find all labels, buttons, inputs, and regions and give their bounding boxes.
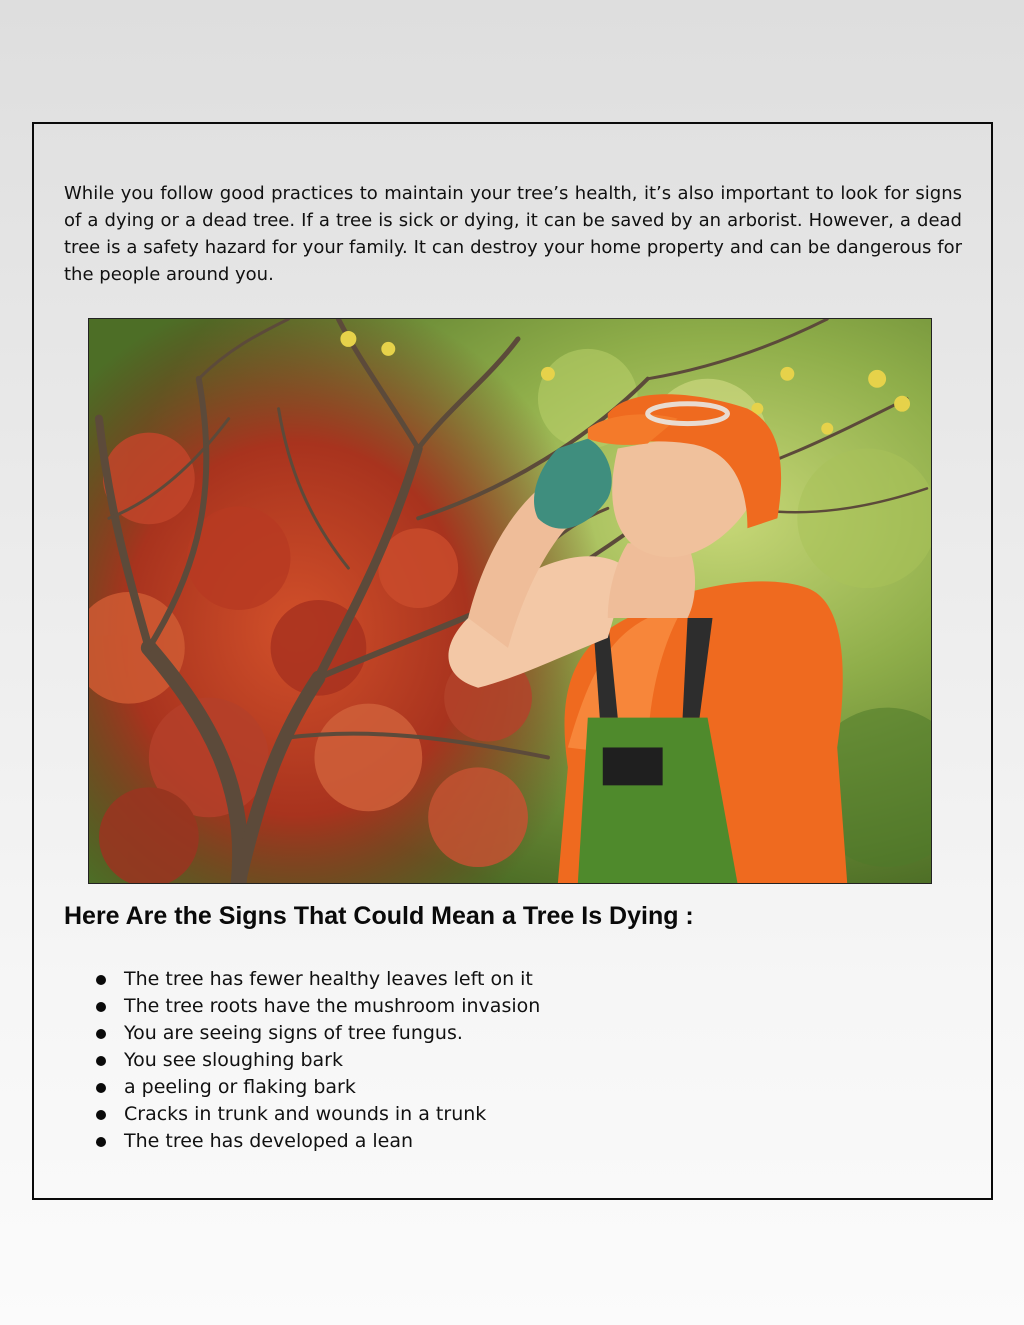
intro-paragraph: While you follow good practices to maintain your tree’s health, it’s also important to look for signs of a dying or a dead tree. If a tree is sick or dying, it can be saved by an arborist. However, a dead tree is a safety hazard for your family. It can destroy your home property and can be dangerous for the people around you. <box>64 183 962 285</box>
bullet-icon <box>96 1137 106 1147</box>
arborist-illustration <box>89 319 931 883</box>
list-item <box>92 993 540 1020</box>
sign-text: The tree has fewer healthy leaves left on it <box>124 968 533 990</box>
sign-text: You see sloughing bark <box>124 1049 343 1071</box>
bullet-icon <box>96 1029 106 1039</box>
list-item <box>92 1074 540 1101</box>
list-item <box>92 1047 540 1074</box>
sign-text: You are seeing signs of tree fungus. <box>124 1022 463 1044</box>
sign-text: The tree roots have the mushroom invasion <box>124 995 541 1017</box>
sign-text: The tree has developed a lean <box>124 1130 414 1152</box>
bullet-icon <box>96 1083 106 1093</box>
bullet-icon <box>96 1002 106 1012</box>
list-item <box>92 1020 540 1047</box>
sign-text: a peeling or flaking bark <box>124 1076 356 1098</box>
arborist-photo <box>88 318 932 884</box>
bullet-icon <box>96 1056 106 1066</box>
signs-list <box>92 966 540 1155</box>
signs-heading: Here Are the Signs That Could Mean a Tree Is Dying : <box>64 902 694 930</box>
list-item <box>92 1128 540 1155</box>
bullet-icon <box>96 1110 106 1120</box>
list-item <box>92 1101 540 1128</box>
sign-text: Cracks in trunk and wounds in a trunk <box>124 1103 487 1125</box>
list-item <box>92 966 540 993</box>
bullet-icon <box>96 975 106 985</box>
